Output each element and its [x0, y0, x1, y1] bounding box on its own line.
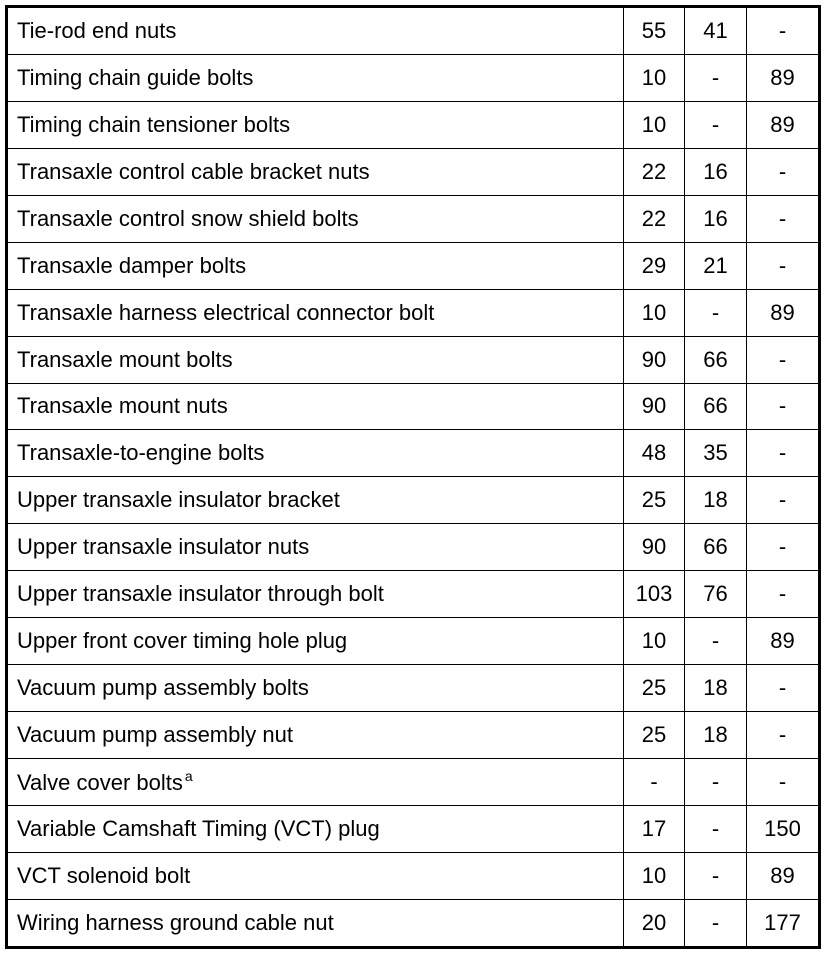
torque-lbin-cell: -	[747, 477, 820, 524]
torque-spec-table-body	[7, 7, 820, 948]
torque-lbft-cell: -	[685, 852, 747, 899]
component-description: Transaxle control cable bracket nuts	[17, 158, 370, 184]
component-description-cell	[7, 712, 624, 759]
torque-lbin-cell: -	[747, 571, 820, 618]
component-description-cell	[7, 571, 624, 618]
component-description: Valve cover bolts	[17, 770, 183, 796]
torque-lbft-cell: -	[685, 289, 747, 336]
torque-lbin-cell: 177	[747, 899, 820, 947]
component-description: Wiring harness ground cable nut	[17, 909, 334, 935]
table-row	[7, 477, 820, 524]
table-row	[7, 524, 820, 571]
torque-lbft-cell: -	[685, 805, 747, 852]
table-row	[7, 712, 820, 759]
table-row	[7, 101, 820, 148]
table-row	[7, 336, 820, 383]
component-description-cell	[7, 759, 624, 806]
torque-lbin-cell: -	[747, 7, 820, 55]
component-description: Transaxle-to-engine bolts	[17, 440, 265, 466]
table-row	[7, 759, 820, 806]
torque-lbin-cell: -	[747, 430, 820, 477]
torque-nm-cell: 10	[624, 618, 685, 665]
torque-lbft-cell: 66	[685, 336, 747, 383]
table-row	[7, 805, 820, 852]
torque-nm-cell: 22	[624, 148, 685, 195]
table-row	[7, 7, 820, 55]
component-description-cell	[7, 242, 624, 289]
torque-nm-cell: 29	[624, 242, 685, 289]
torque-lbft-cell: 16	[685, 148, 747, 195]
torque-nm-cell: -	[624, 759, 685, 806]
torque-nm-cell: 10	[624, 852, 685, 899]
torque-lbft-cell: -	[685, 101, 747, 148]
torque-nm-cell: 10	[624, 54, 685, 101]
component-description: Transaxle control snow shield bolts	[17, 205, 359, 231]
component-description-cell	[7, 383, 624, 430]
torque-lbin-cell: 89	[747, 618, 820, 665]
torque-lbft-cell: -	[685, 759, 747, 806]
torque-spec-table	[5, 5, 821, 949]
component-description: Transaxle damper bolts	[17, 252, 247, 278]
torque-nm-cell: 17	[624, 805, 685, 852]
component-description-cell	[7, 148, 624, 195]
torque-nm-cell: 10	[624, 101, 685, 148]
torque-lbin-cell: -	[747, 148, 820, 195]
torque-nm-cell: 20	[624, 899, 685, 947]
torque-lbft-cell: 16	[685, 195, 747, 242]
torque-lbin-cell: 89	[747, 852, 820, 899]
table-row	[7, 899, 820, 947]
component-description-cell	[7, 101, 624, 148]
component-description: Vacuum pump assembly nut	[17, 722, 293, 748]
torque-lbin-cell: 89	[747, 101, 820, 148]
component-description: Transaxle mount bolts	[17, 346, 233, 372]
component-description: Upper transaxle insulator through bolt	[17, 581, 384, 607]
torque-lbft-cell: 18	[685, 712, 747, 759]
torque-nm-cell: 90	[624, 336, 685, 383]
table-row	[7, 54, 820, 101]
component-description-cell	[7, 7, 624, 55]
component-description: Vacuum pump assembly bolts	[17, 675, 309, 701]
component-description: Timing chain guide bolts	[17, 64, 254, 90]
torque-lbft-cell: 18	[685, 665, 747, 712]
torque-lbft-cell: 66	[685, 524, 747, 571]
torque-lbin-cell: -	[747, 383, 820, 430]
component-description-cell	[7, 852, 624, 899]
component-description-cell	[7, 477, 624, 524]
torque-nm-cell: 103	[624, 571, 685, 618]
component-description: Transaxle harness electrical connector bolt	[17, 299, 435, 325]
torque-lbft-cell: 41	[685, 7, 747, 55]
component-description-cell	[7, 524, 624, 571]
torque-lbin-cell: 89	[747, 54, 820, 101]
component-description-cell	[7, 54, 624, 101]
torque-nm-cell: 10	[624, 289, 685, 336]
component-description: Upper transaxle insulator nuts	[17, 534, 310, 560]
torque-nm-cell: 22	[624, 195, 685, 242]
component-description-cell	[7, 289, 624, 336]
table-row	[7, 289, 820, 336]
component-description-cell	[7, 899, 624, 947]
torque-lbft-cell: 21	[685, 242, 747, 289]
table-row	[7, 852, 820, 899]
table-row	[7, 665, 820, 712]
torque-nm-cell: 25	[624, 665, 685, 712]
table-row	[7, 148, 820, 195]
torque-lbft-cell: 18	[685, 477, 747, 524]
torque-lbft-cell: 76	[685, 571, 747, 618]
table-row	[7, 618, 820, 665]
torque-lbin-cell: -	[747, 336, 820, 383]
torque-lbin-cell: -	[747, 524, 820, 571]
footnote-marker: a	[184, 768, 193, 785]
table-row	[7, 430, 820, 477]
torque-lbft-cell: -	[685, 618, 747, 665]
component-description: Tie-rod end nuts	[17, 17, 177, 43]
component-description-cell	[7, 618, 624, 665]
torque-nm-cell: 55	[624, 7, 685, 55]
torque-lbin-cell: -	[747, 712, 820, 759]
torque-lbft-cell: 66	[685, 383, 747, 430]
component-description: Variable Camshaft Timing (VCT) plug	[17, 815, 380, 841]
component-description-cell	[7, 195, 624, 242]
component-description: Upper transaxle insulator bracket	[17, 487, 340, 513]
torque-lbin-cell: 150	[747, 805, 820, 852]
component-description-cell	[7, 336, 624, 383]
torque-nm-cell: 90	[624, 524, 685, 571]
torque-lbin-cell: 89	[747, 289, 820, 336]
torque-lbin-cell: -	[747, 759, 820, 806]
torque-nm-cell: 48	[624, 430, 685, 477]
torque-nm-cell: 25	[624, 712, 685, 759]
torque-lbft-cell: 35	[685, 430, 747, 477]
component-description-cell	[7, 665, 624, 712]
component-description: Timing chain tensioner bolts	[17, 111, 291, 137]
component-description: Upper front cover timing hole plug	[17, 628, 348, 654]
torque-nm-cell: 90	[624, 383, 685, 430]
torque-lbft-cell: -	[685, 54, 747, 101]
component-description: Transaxle mount nuts	[17, 393, 228, 419]
torque-lbin-cell: -	[747, 665, 820, 712]
component-description-cell	[7, 430, 624, 477]
torque-lbin-cell: -	[747, 242, 820, 289]
torque-lbin-cell: -	[747, 195, 820, 242]
component-description-cell	[7, 805, 624, 852]
table-row	[7, 195, 820, 242]
component-description: VCT solenoid bolt	[17, 862, 191, 888]
torque-nm-cell: 25	[624, 477, 685, 524]
table-row	[7, 383, 820, 430]
table-row	[7, 242, 820, 289]
table-row	[7, 571, 820, 618]
torque-lbft-cell: -	[685, 899, 747, 947]
